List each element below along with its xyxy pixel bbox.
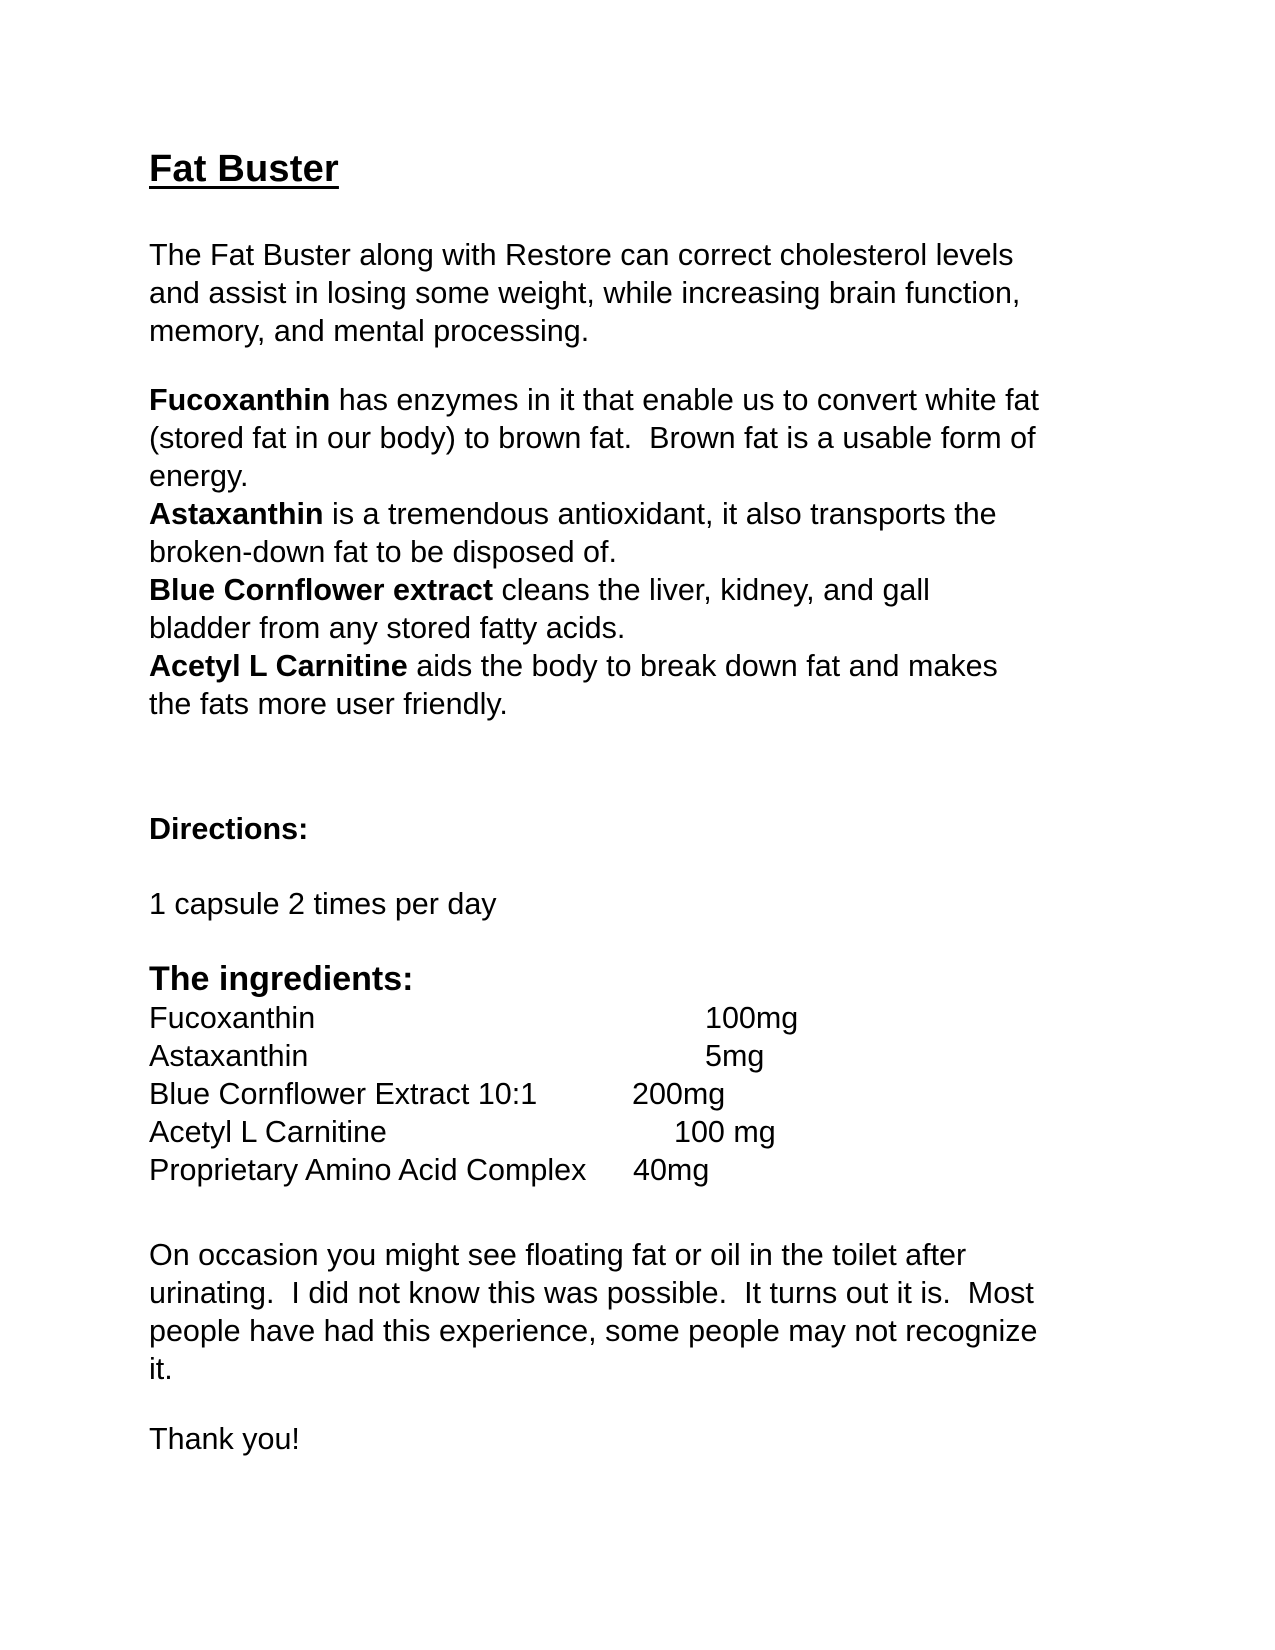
benefit-term: Blue Cornflower extract	[149, 573, 494, 607]
benefit-text: the fats more user friendly.	[149, 687, 508, 721]
ingredient-amount: 40mg	[633, 1153, 710, 1187]
directions-text: 1 capsule 2 times per day	[149, 887, 497, 921]
ingredient-name: Acetyl L Carnitine	[149, 1115, 387, 1149]
benefit-text: aids the body to break down fat and makes	[407, 649, 998, 683]
intro-line: memory, and mental processing.	[149, 314, 590, 348]
ingredient-name: Astaxanthin	[149, 1039, 309, 1073]
benefit-term: Fucoxanthin	[149, 383, 331, 417]
benefit-text: has enzymes in it that enable us to convert white fat	[330, 383, 1039, 417]
intro-line: and assist in losing some weight, while increasing brain function,	[149, 276, 1021, 310]
note-line: On occasion you might see floating fat or oil in the toilet after	[149, 1238, 967, 1272]
document-title: Fat Buster	[149, 148, 339, 190]
benefit-text: bladder from any stored fatty acids.	[149, 611, 626, 645]
ingredient-amount: 100mg	[705, 1001, 799, 1035]
ingredient-name: Blue Cornflower Extract 10:1	[149, 1077, 538, 1111]
ingredients-heading: The ingredients:	[149, 960, 414, 998]
note-line: urinating. I did not know this was possible. It turns out it is. Most	[149, 1276, 1034, 1310]
benefit-term: Astaxanthin	[149, 497, 324, 531]
intro-line: The Fat Buster along with Restore can correct cholesterol levels	[149, 238, 1014, 272]
ingredient-name: Fucoxanthin	[149, 1001, 316, 1035]
benefit-text: cleans the liver, kidney, and gall	[493, 573, 930, 607]
closing-text: Thank you!	[149, 1422, 300, 1456]
benefit-text: (stored fat in our body) to brown fat. Brown fat is a usable form of	[149, 421, 1036, 455]
ingredient-amount: 100 mg	[674, 1115, 776, 1149]
benefit-term: Acetyl L Carnitine	[149, 649, 408, 683]
note-line: people have had this experience, some people may not recognize	[149, 1314, 1038, 1348]
ingredient-amount: 200mg	[632, 1077, 726, 1111]
benefit-text: is a tremendous antioxidant, it also transports the	[323, 497, 997, 531]
ingredient-name: Proprietary Amino Acid Complex	[149, 1153, 587, 1187]
benefit-fucoxanthin	[149, 381, 1039, 723]
note-paragraph	[149, 1236, 1037, 1388]
intro-paragraph	[149, 236, 1020, 350]
directions-heading: Directions:	[149, 812, 309, 846]
ingredient-amount: 5mg	[705, 1039, 765, 1073]
benefit-text: energy.	[149, 459, 249, 493]
benefit-text: broken-down fat to be disposed of.	[149, 535, 617, 569]
note-line: it.	[149, 1352, 173, 1386]
